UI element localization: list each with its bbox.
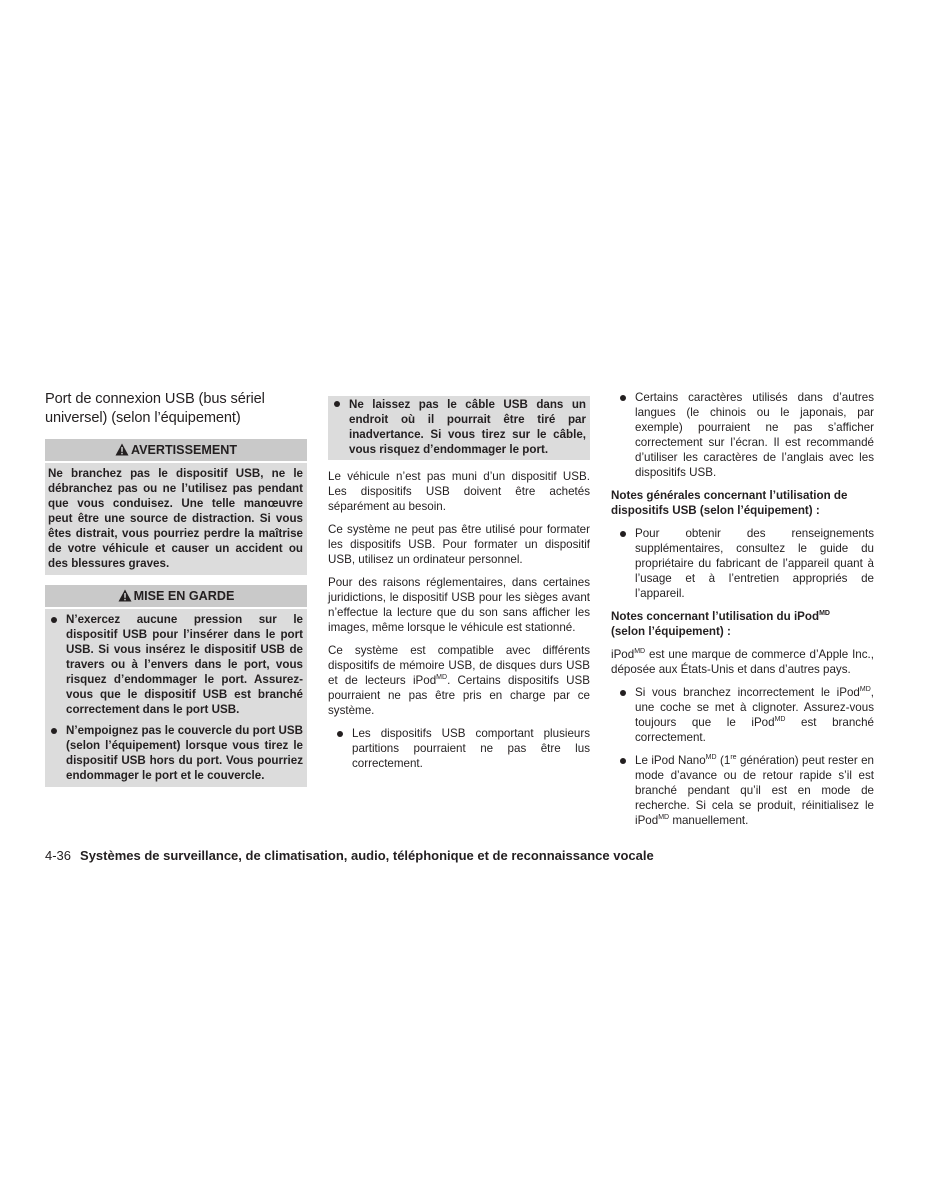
list-item: Les dispositifs USB comportant plusieurs partitions pourraient ne pas être lus correctement. — [334, 726, 590, 771]
caution-item: N’exercez aucune pression sur le dispositif USB pour l’insérer dans le port USB. Si vous insérez le dispositif USB de travers ou à l’envers dans le port, vous risquez d’endommager le port. Assurez-vous que le dispositif USB est branché correctement dans le port USB. — [48, 612, 303, 717]
column-middle — [328, 396, 590, 779]
text-fragment: iPod — [611, 648, 635, 661]
text-fragment: (selon l’équipement) : — [611, 625, 731, 638]
text-fragment: manuellement. — [669, 814, 749, 827]
caution-title-text: MISE EN GARDE — [133, 589, 235, 603]
caution-box — [45, 585, 307, 787]
warning-box — [45, 439, 307, 575]
text-fragment: Notes concernant l’utilisation du iPod — [611, 610, 820, 623]
warning-title — [45, 439, 307, 461]
caution-body — [45, 609, 307, 787]
ordinal-sup: re — [730, 754, 737, 761]
warning-triangle-icon — [118, 589, 132, 606]
text-fragment: Ce système est compatible avec différents dispositifs de mémoire USB, de disques durs USB et de lecteurs iPod — [328, 644, 590, 687]
text-fragment: génération) peut rester en mode d’avance ou de retour rapide s’il est branché pendant qu’il est en mode de recherche. Si cela se produit, réinitialisez le iPod — [635, 754, 875, 827]
caution-list — [48, 612, 303, 783]
paragraph: Pour des raisons réglementaires, dans certaines juridictions, le dispositif USB pour les sièges avant n’effectue la lecture que du son sans afficher les images, même lorsque le véhicule est stationné. — [328, 576, 590, 634]
text-fragment: est une marque de commerce d’Apple Inc., déposée aux États-Unis et dans d’autres pays. — [611, 648, 874, 676]
caution-item: N’empoignez pas le couvercle du port USB (selon l’équipement) lorsque vous tirez le dispositif USB hors du port. Vous pourriez endommager le port et le couvercle. — [48, 723, 303, 783]
column-right — [611, 390, 874, 836]
caution-continued-list — [331, 397, 586, 457]
warning-body — [45, 463, 307, 575]
column-left — [45, 390, 307, 787]
text-fragment: Si vous branchez incorrectement le iPod — [635, 686, 860, 699]
page-number: 4-36 — [45, 848, 72, 863]
trademark-sup: MD — [658, 814, 670, 821]
caution-item: Ne laissez pas le câble USB dans un endroit où il pourrait être tiré par inadvertance. Si vous tirez sur le câble, vous risquez d’endommager le port. — [331, 397, 586, 457]
list-item — [617, 753, 874, 828]
bullet-list — [611, 685, 874, 828]
paragraph: Ce système ne peut pas être utilisé pour formater les dispositifs USB. Pour formater un dispositif USB, utilisez un ordinateur personnel. — [328, 523, 590, 566]
chapter-title: Systèmes de surveillance, de climatisation, audio, téléphonique et de reconnaissance vocale — [80, 848, 654, 863]
subheading — [611, 609, 874, 639]
list-item: Certains caractères utilisés dans d’autres langues (le chinois ou le japonais, par exemple) pourraient ne pas s’afficher correctement sur l’écran. Il est recommandé d’utiliser les caractères de l’anglais avec les dispositifs USB. — [617, 390, 874, 480]
list-item — [617, 685, 874, 745]
trademark-sup: MD — [436, 674, 448, 681]
text-fragment: . Certains dispositifs USB pourraient ne pas être pris en charge par ce système. — [328, 674, 590, 717]
bullet-list — [611, 390, 874, 480]
caution-title — [45, 585, 307, 607]
bullet-list — [328, 726, 590, 771]
warning-title-text: AVERTISSEMENT — [130, 443, 238, 457]
warning-triangle-icon — [115, 443, 129, 460]
trademark-sup: MD — [705, 754, 717, 761]
subheading: Notes générales concernant l’utilisation de dispositifs USB (selon l’équipement) : — [611, 489, 848, 517]
trademark-sup: MD — [634, 648, 646, 655]
paragraph — [328, 643, 590, 718]
section-heading: Port de connexion USB (bus sériel universel) (selon l’équipement) — [45, 391, 265, 426]
text-fragment: , une coche se met à clignoter. Assurez-vous toujours que le iPod — [635, 686, 874, 729]
trademark-sup: MD — [819, 610, 830, 617]
paragraph: Le véhicule n’est pas muni d’un dispositif USB. Les dispositifs USB doivent être achetés séparément au besoin. — [328, 470, 590, 513]
bullet-list — [611, 526, 874, 601]
trademark-sup: MD — [774, 716, 786, 723]
text-fragment: Le iPod Nano — [635, 754, 706, 767]
trademark-sup: MD — [859, 686, 871, 693]
paragraph — [611, 647, 874, 677]
caution-continued-box — [328, 396, 590, 460]
list-item: Pour obtenir des renseignements supplémentaires, consultez le guide du propriétaire du fabricant de l’appareil quant à l’usage et à l’entretien appropriés de l’appareil. — [617, 526, 874, 601]
text-fragment: (1 — [716, 754, 731, 767]
warning-text: Ne branchez pas le dispositif USB, ne le débranchez pas ou ne l’utilisez pas pendant que vous conduisez. Une telle manœuvre peut être une source de distraction. Si vous êtes distrait, vous pourriez perdre la maîtrise de votre véhicule et causer un accident ou des blessures graves. — [48, 467, 303, 570]
page-footer — [45, 848, 885, 864]
text-fragment: est branché correctement. — [635, 716, 874, 744]
